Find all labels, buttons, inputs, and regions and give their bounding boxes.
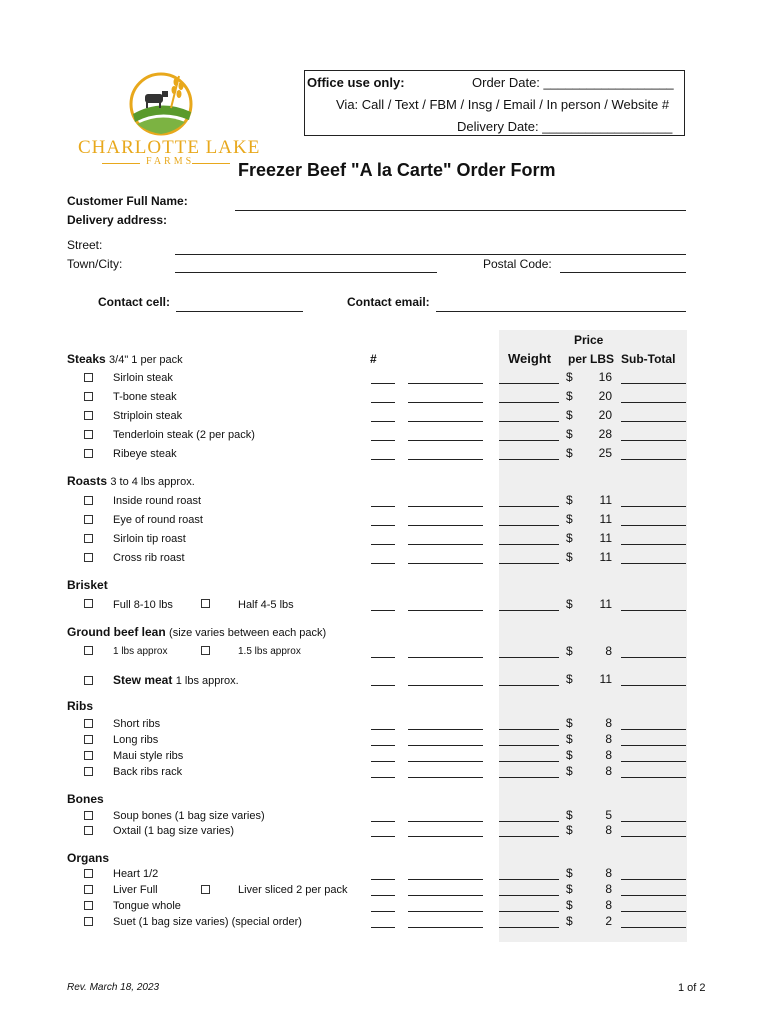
town-line[interactable] [175, 272, 437, 273]
brisket-desc-line[interactable] [408, 610, 483, 611]
steaks-item-4-dollar: $ [566, 446, 573, 460]
steaks-item-0-price: 16 [598, 370, 612, 384]
ribs-item-0-weight-line[interactable] [499, 729, 559, 730]
ribs-item-3-subtotal-line[interactable] [621, 777, 686, 778]
steaks-item-1-name: T-bone steak [113, 391, 177, 403]
steaks-item-3-price: 28 [598, 427, 612, 441]
roasts-item-1-weight-line[interactable] [499, 525, 559, 526]
col-header-subtotal: Sub-Total [621, 352, 676, 366]
logo-rule-right [192, 163, 230, 164]
roasts-item-1-qty-line[interactable] [371, 525, 395, 526]
contact-email-line[interactable] [436, 311, 686, 312]
contact-cell-label: Contact cell: [98, 295, 171, 309]
steaks-item-1-qty-line[interactable] [371, 402, 395, 403]
steaks-item-4-checkbox[interactable] [84, 449, 93, 458]
organs-item-1-subtotal-line[interactable] [621, 895, 686, 896]
roasts-item-2-qty-line[interactable] [371, 544, 395, 545]
organs-item-0-dollar: $ [566, 866, 573, 880]
via-options: Via: Call / Text / FBM / Insg / Email / In person / Website # [336, 97, 670, 112]
roasts-item-0-dollar: $ [566, 493, 573, 507]
roasts-title: Roasts [67, 474, 108, 488]
organs-item-2-dollar: $ [566, 898, 573, 912]
organs-item-0-checkbox[interactable] [84, 869, 93, 878]
bones-item-0-qty-line[interactable] [371, 821, 395, 822]
organs-item-3-desc-line[interactable] [408, 927, 483, 928]
ribs-item-0-desc-line[interactable] [408, 729, 483, 730]
steaks-item-4-qty-line[interactable] [371, 459, 395, 460]
roasts-item-0-name: Inside round roast [113, 495, 202, 507]
ribs-item-3-weight-line[interactable] [499, 777, 559, 778]
roasts-item-1-checkbox[interactable] [84, 515, 93, 524]
col-header-price: Price [574, 333, 604, 347]
steaks-item-2-qty-line[interactable] [371, 421, 395, 422]
roasts-item-1-price: 11 [599, 512, 612, 526]
organs-item-3-dollar: $ [566, 914, 573, 928]
steaks-item-2-subtotal-line[interactable] [621, 421, 686, 422]
bones-item-0-dollar: $ [566, 808, 573, 822]
ribs-item-2-qty-line[interactable] [371, 761, 395, 762]
brisket-qty-line[interactable] [371, 610, 395, 611]
brisket-subtotal-line[interactable] [621, 610, 686, 611]
contact-cell-line[interactable] [176, 311, 303, 312]
ribs-item-3-price: 8 [605, 764, 612, 778]
roasts-item-0-qty-line[interactable] [371, 506, 395, 507]
ribs-item-1-qty-line[interactable] [371, 745, 395, 746]
organs-item-0-subtotal-line[interactable] [621, 879, 686, 880]
bones-item-0-price: 5 [605, 808, 612, 822]
roasts-item-2-dollar: $ [566, 531, 573, 545]
steaks-item-2-name: Striploin steak [113, 410, 183, 422]
liver-sliced-checkbox[interactable] [201, 885, 210, 894]
ribs-item-3-desc-line[interactable] [408, 777, 483, 778]
ground-beef-title: Ground beef lean [67, 625, 166, 639]
ground-1lb-checkbox[interactable] [84, 646, 93, 655]
roasts-item-2-price: 11 [599, 531, 612, 545]
bones-item-0-desc-line[interactable] [408, 821, 483, 822]
organs-item-0-name: Heart 1/2 [113, 868, 159, 880]
stew-meat-qty-line[interactable] [371, 685, 395, 686]
bones-title: Bones [67, 792, 104, 806]
steaks-item-4-name: Ribeye steak [113, 448, 177, 460]
roasts-item-0-weight-line[interactable] [499, 506, 559, 507]
ribs-item-1-desc-line[interactable] [408, 745, 483, 746]
ribs-item-2-price: 8 [605, 748, 612, 762]
steaks-note: 3/4" 1 per pack [109, 354, 183, 366]
delivery-date-field[interactable]: Delivery Date: __________________ [457, 119, 673, 134]
stew-meat-checkbox[interactable] [84, 676, 93, 685]
steaks-item-3-dollar: $ [566, 427, 573, 441]
organs-item-2-weight-line[interactable] [499, 911, 559, 912]
ground-beef-price: 8 [605, 644, 612, 658]
brisket-half-checkbox[interactable] [201, 599, 210, 608]
steaks-item-2-desc-line[interactable] [408, 421, 483, 422]
ground-beef-desc-line[interactable] [408, 657, 483, 658]
roasts-item-2-checkbox[interactable] [84, 534, 93, 543]
stew-meat-subtotal-line[interactable] [621, 685, 686, 686]
ribs-item-0-qty-line[interactable] [371, 729, 395, 730]
roasts-item-0-desc-line[interactable] [408, 506, 483, 507]
ribs-item-2-desc-line[interactable] [408, 761, 483, 762]
organs-item-3-price: 2 [605, 914, 612, 928]
organs-item-3-weight-line[interactable] [499, 927, 559, 928]
steaks-item-0-weight-line[interactable] [499, 383, 559, 384]
office-use-box [304, 70, 685, 136]
roasts-item-0-checkbox[interactable] [84, 496, 93, 505]
organs-item-1-qty-line[interactable] [371, 895, 395, 896]
organs-item-2-desc-line[interactable] [408, 911, 483, 912]
order-date-field[interactable]: Order Date: __________________ [472, 75, 674, 90]
contact-email-label: Contact email: [347, 295, 430, 309]
brisket-half-label: Half 4-5 lbs [238, 599, 294, 611]
stew-meat-price: 11 [599, 672, 612, 686]
logo-rule-left [102, 163, 140, 164]
steaks-heading [67, 352, 183, 367]
organs-item-0-price: 8 [605, 866, 612, 880]
roasts-item-3-weight-line[interactable] [499, 563, 559, 564]
brisket-full-label: Full 8-10 lbs [113, 599, 173, 611]
stew-meat-note: 1 lbs approx. [175, 675, 239, 687]
ribs-item-2-subtotal-line[interactable] [621, 761, 686, 762]
bones-item-1-dollar: $ [566, 823, 573, 837]
ribs-item-0-price: 8 [605, 716, 612, 730]
roasts-item-3-checkbox[interactable] [84, 553, 93, 562]
steaks-item-2-dollar: $ [566, 408, 573, 422]
street-label: Street: [67, 238, 103, 252]
steaks-item-0-dollar: $ [566, 370, 573, 384]
ribs-item-2-dollar: $ [566, 748, 573, 762]
bones-item-1-weight-line[interactable] [499, 836, 559, 837]
steaks-title: Steaks [67, 352, 106, 366]
steaks-item-3-name: Tenderloin steak (2 per pack) [113, 429, 255, 441]
roasts-item-0-subtotal-line[interactable] [621, 506, 686, 507]
organs-item-2-checkbox[interactable] [84, 901, 93, 910]
ribs-item-2-checkbox[interactable] [84, 751, 93, 760]
delivery-address-label: Delivery address: [67, 213, 168, 227]
organs-item-2-name: Tongue whole [113, 900, 181, 912]
roasts-item-3-dollar: $ [566, 550, 573, 564]
ribs-item-3-qty-line[interactable] [371, 777, 395, 778]
ribs-item-1-price: 8 [605, 732, 612, 746]
roasts-note: 3 to 4 lbs approx. [110, 476, 195, 488]
steaks-item-4-desc-line[interactable] [408, 459, 483, 460]
roasts-item-2-name: Sirloin tip roast [113, 533, 186, 545]
ribs-item-1-weight-line[interactable] [499, 745, 559, 746]
bones-item-1-subtotal-line[interactable] [621, 836, 686, 837]
ground-beef-note: (size varies between each pack) [169, 627, 327, 639]
ribs-item-1-checkbox[interactable] [84, 735, 93, 744]
organs-item-1-weight-line[interactable] [499, 895, 559, 896]
organs-item-0-qty-line[interactable] [371, 879, 395, 880]
stew-meat-dollar: $ [566, 672, 573, 686]
col-header-per-lbs: per LBS [568, 352, 615, 366]
customer-name-line[interactable] [235, 210, 686, 211]
steaks-item-0-desc-line[interactable] [408, 383, 483, 384]
ground-1-5lb-checkbox[interactable] [201, 646, 210, 655]
ribs-item-0-name: Short ribs [113, 718, 161, 730]
ribs-item-0-subtotal-line[interactable] [621, 729, 686, 730]
stew-meat-title: Stew meat [113, 673, 173, 687]
ribs-item-1-name: Long ribs [113, 734, 159, 746]
steaks-item-0-subtotal-line[interactable] [621, 383, 686, 384]
roasts-item-1-desc-line[interactable] [408, 525, 483, 526]
street-line[interactable] [175, 254, 686, 255]
organs-item-0-weight-line[interactable] [499, 879, 559, 880]
organs-item-3-checkbox[interactable] [84, 917, 93, 926]
ribs-item-0-dollar: $ [566, 716, 573, 730]
roasts-item-1-dollar: $ [566, 512, 573, 526]
form-title: Freezer Beef "A la Carte" Order Form [238, 160, 556, 180]
bones-item-0-subtotal-line[interactable] [621, 821, 686, 822]
brisket-price: 11 [599, 597, 612, 611]
steaks-item-1-checkbox[interactable] [84, 392, 93, 401]
organs-item-1-price: 8 [605, 882, 612, 896]
roasts-item-2-desc-line[interactable] [408, 544, 483, 545]
steaks-item-4-price: 25 [598, 446, 612, 460]
logo-brand-text: CHARLOTTE LAKE [78, 137, 261, 158]
ribs-item-3-name: Back ribs rack [113, 766, 183, 778]
ribs-item-3-checkbox[interactable] [84, 767, 93, 776]
steaks-item-3-weight-line[interactable] [499, 440, 559, 441]
roasts-item-2-weight-line[interactable] [499, 544, 559, 545]
organs-item-3-subtotal-line[interactable] [621, 927, 686, 928]
postal-code-label: Postal Code: [483, 257, 552, 271]
roasts-item-3-price: 11 [599, 550, 612, 564]
steaks-item-1-subtotal-line[interactable] [621, 402, 686, 403]
steaks-item-3-qty-line[interactable] [371, 440, 395, 441]
roasts-item-2-subtotal-line[interactable] [621, 544, 686, 545]
brisket-full-checkbox[interactable] [84, 599, 93, 608]
stew-meat-desc-line[interactable] [408, 685, 483, 686]
ribs-item-1-dollar: $ [566, 732, 573, 746]
farm-logo [76, 68, 261, 168]
postal-code-line[interactable] [560, 272, 686, 273]
steaks-item-1-desc-line[interactable] [408, 402, 483, 403]
organs-item-2-subtotal-line[interactable] [621, 911, 686, 912]
ribs-item-2-name: Maui style ribs [113, 750, 184, 762]
ground-beef-dollar: $ [566, 644, 573, 658]
organs-item-2-price: 8 [605, 898, 612, 912]
organs-item-1-desc-line[interactable] [408, 895, 483, 896]
steaks-item-1-dollar: $ [566, 389, 573, 403]
ground-beef-qty-line[interactable] [371, 657, 395, 658]
organs-item-2-qty-line[interactable] [371, 911, 395, 912]
office-use-label: Office use only: [307, 75, 405, 90]
bones-item-0-weight-line[interactable] [499, 821, 559, 822]
organs-item-1-dollar: $ [566, 882, 573, 896]
organs-item-1-checkbox[interactable] [84, 885, 93, 894]
organs-item-3-name: Suet (1 bag size varies) (special order) [113, 916, 302, 928]
steaks-item-1-price: 20 [598, 389, 612, 403]
ground-beef-subtotal-line[interactable] [621, 657, 686, 658]
ribs-title: Ribs [67, 699, 94, 713]
ribs-item-3-dollar: $ [566, 764, 573, 778]
brisket-title: Brisket [67, 578, 108, 592]
steaks-item-4-weight-line[interactable] [499, 459, 559, 460]
stew-meat-weight-line[interactable] [499, 685, 559, 686]
organs-title: Organs [67, 851, 110, 865]
roasts-item-3-subtotal-line[interactable] [621, 563, 686, 564]
ground-beef-heading [67, 625, 326, 640]
stew-meat-heading [113, 673, 239, 688]
steaks-item-3-desc-line[interactable] [408, 440, 483, 441]
steaks-item-0-checkbox[interactable] [84, 373, 93, 382]
page-number: 1 of 2 [678, 982, 706, 994]
ground-1lb-label: 1 lbs approx [113, 646, 168, 657]
roasts-item-1-name: Eye of round roast [113, 514, 203, 526]
roasts-item-0-price: 11 [599, 493, 612, 507]
steaks-item-0-qty-line[interactable] [371, 383, 395, 384]
ribs-item-1-subtotal-line[interactable] [621, 745, 686, 746]
roasts-item-3-name: Cross rib roast [113, 552, 185, 564]
ribs-item-2-weight-line[interactable] [499, 761, 559, 762]
bones-item-1-price: 8 [605, 823, 612, 837]
roasts-heading [67, 474, 195, 489]
steaks-item-1-weight-line[interactable] [499, 402, 559, 403]
logo-emblem-icon [119, 68, 203, 138]
ribs-item-0-checkbox[interactable] [84, 719, 93, 728]
town-label: Town/City: [67, 257, 123, 271]
bones-item-1-desc-line[interactable] [408, 836, 483, 837]
brisket-dollar: $ [566, 597, 573, 611]
bones-item-1-name: Oxtail (1 bag size varies) [113, 825, 235, 837]
customer-name-label: Customer Full Name: [67, 194, 188, 208]
organs-item-3-qty-line[interactable] [371, 927, 395, 928]
bones-item-1-qty-line[interactable] [371, 836, 395, 837]
organs-item-0-desc-line[interactable] [408, 879, 483, 880]
col-header-num: # [370, 352, 377, 366]
col-header-weight: Weight [508, 351, 552, 366]
steaks-item-2-checkbox[interactable] [84, 411, 93, 420]
ground-beef-weight-line[interactable] [499, 657, 559, 658]
roasts-item-1-subtotal-line[interactable] [621, 525, 686, 526]
roasts-item-3-qty-line[interactable] [371, 563, 395, 564]
bones-item-1-checkbox[interactable] [84, 826, 93, 835]
steaks-item-0-name: Sirloin steak [113, 372, 173, 384]
liver-sliced-label: Liver sliced 2 per pack [238, 884, 348, 896]
bones-item-0-name: Soup bones (1 bag size varies) [113, 810, 265, 822]
steaks-item-4-subtotal-line[interactable] [621, 459, 686, 460]
revision-date: Rev. March 18, 2023 [67, 982, 160, 993]
steaks-item-3-checkbox[interactable] [84, 430, 93, 439]
bones-item-0-checkbox[interactable] [84, 811, 93, 820]
roasts-item-3-desc-line[interactable] [408, 563, 483, 564]
ground-1-5lb-label: 1.5 lbs approx [238, 646, 301, 657]
steaks-item-2-price: 20 [598, 408, 612, 422]
logo-sub-text: FARMS [146, 156, 195, 167]
brisket-weight-line[interactable] [499, 610, 559, 611]
steaks-item-2-weight-line[interactable] [499, 421, 559, 422]
organs-item-1-name: Liver Full [113, 884, 158, 896]
steaks-item-3-subtotal-line[interactable] [621, 440, 686, 441]
